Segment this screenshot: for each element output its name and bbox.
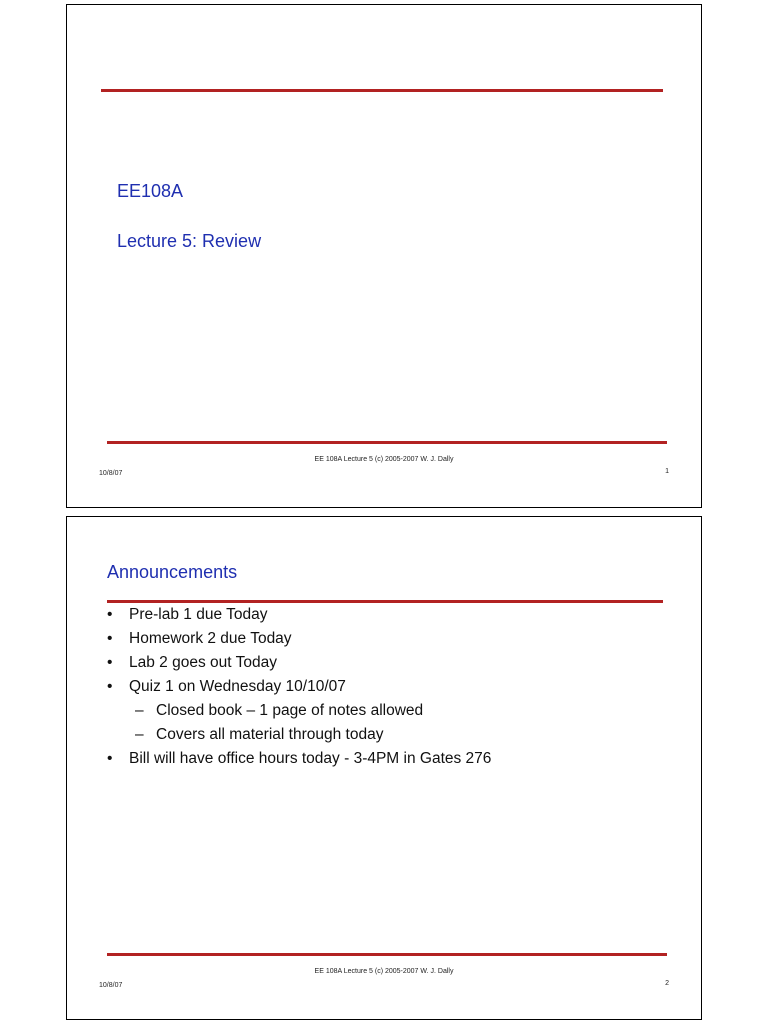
footer-copyright: EE 108A Lecture 5 (c) 2005-2007 W. J. Dally	[314, 456, 454, 463]
bullet-mark: •	[107, 606, 113, 623]
bullet-text: Pre-lab 1 due Today	[129, 606, 268, 623]
slide-title: Announcements	[107, 562, 238, 582]
bottom-rule	[107, 953, 667, 956]
slide-2	[66, 516, 702, 1020]
footer-date: 10/8/07	[99, 982, 123, 989]
bullet-text: Quiz 1 on Wednesday 10/10/07	[129, 678, 346, 695]
bullet-mark: •	[107, 750, 113, 767]
bullet-mark: •	[107, 678, 113, 695]
bottom-rule	[107, 441, 667, 444]
top-rule	[107, 600, 663, 603]
bullet-text: Covers all material through today	[156, 726, 384, 743]
lecture-title: Lecture 5: Review	[117, 231, 262, 251]
bullet-text: Homework 2 due Today	[129, 630, 292, 647]
dash-mark: –	[135, 702, 144, 719]
top-rule	[101, 89, 663, 92]
course-title: EE108A	[117, 181, 184, 201]
bullet-mark: •	[107, 630, 113, 647]
footer-date: 10/8/07	[99, 470, 123, 477]
footer-copyright: EE 108A Lecture 5 (c) 2005-2007 W. J. Dally	[314, 968, 454, 975]
page-number: 1	[665, 468, 669, 475]
bullet-text: Closed book – 1 page of notes allowed	[156, 702, 424, 719]
bullet-text: Bill will have office hours today - 3-4PM in Gates 276	[129, 750, 492, 767]
page-number: 2	[665, 980, 669, 987]
dash-mark: –	[135, 726, 144, 743]
bullet-mark: •	[107, 654, 113, 671]
bullet-text: Lab 2 goes out Today	[129, 654, 277, 671]
slide-1	[66, 4, 702, 508]
